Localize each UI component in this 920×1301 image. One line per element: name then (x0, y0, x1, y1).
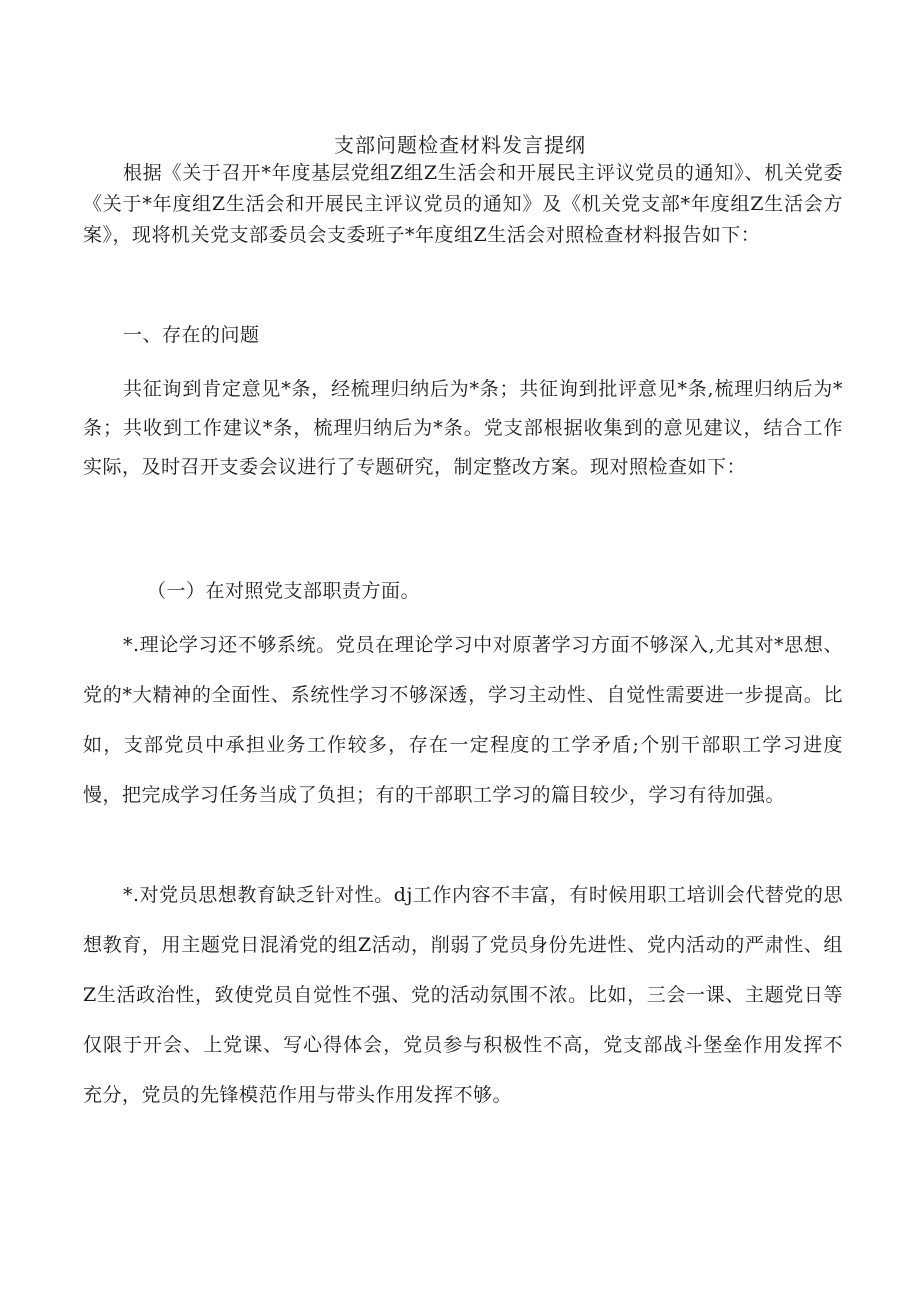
intro-paragraph: 根据《关于召开*年度基层党组Z组Z生活会和开展民主评议党员的通知》、机关党委《关于*年度组Z生活会和开展民主评议党员的通知》及《机关党支部*年度组Z生活会方案》，现将机关党支部委员会支委班子*年度组Z生活会对照检查材料报告如下： (83, 162, 843, 246)
subsection-heading: （一）在对照党支部职责方面。 (147, 580, 421, 602)
issue-paragraph-1: *.理论学习还不够系统。党员在理论学习中对原著学习方面不够深入,尤其对*思想、党的*大精神的全面性、系统性学习不够深透，学习主动性、自觉性需要进一步提高。比如，支部党员中承担业务工作较多，存在一定程度的工学矛盾;个别干部职工学习进度慢，把完成学习任务当成了负担；有的干部职工学习的篇目较少，学习有待加强。 (83, 634, 843, 806)
issue-paragraph-2: *.对党员思想教育缺乏针对性。dj工作内容不丰富，有时候用职工培训会代替党的思想教育，用主题党日混淆党的组Z活动，削弱了党员身份先进性、党内活动的严肃性、组Z生活政治性，致使党员自觉性不强、党的活动氛围不浓。比如，三会一课、主题党日等仅限于开会、上党课、写心得体会，党员参与积极性不高，党支部战斗堡垒作用发挥不充分，党员的先锋模范作用与带头作用发挥不够。 (83, 884, 843, 1106)
summary-paragraph: 共征询到肯定意见*条，经梳理归纳后为*条；共征询到批评意见*条,梳理归纳后为*条；共收到工作建议*条，梳理归纳后为*条。党支部根据收集到的意见建议，结合工作实际，及时召开支委会议进行了专题研究，制定整改方案。现对照检查如下： (83, 378, 843, 478)
document-title: 支部问题检查材料发言提纲 (334, 133, 586, 157)
section-heading: 一、存在的问题 (123, 324, 260, 346)
